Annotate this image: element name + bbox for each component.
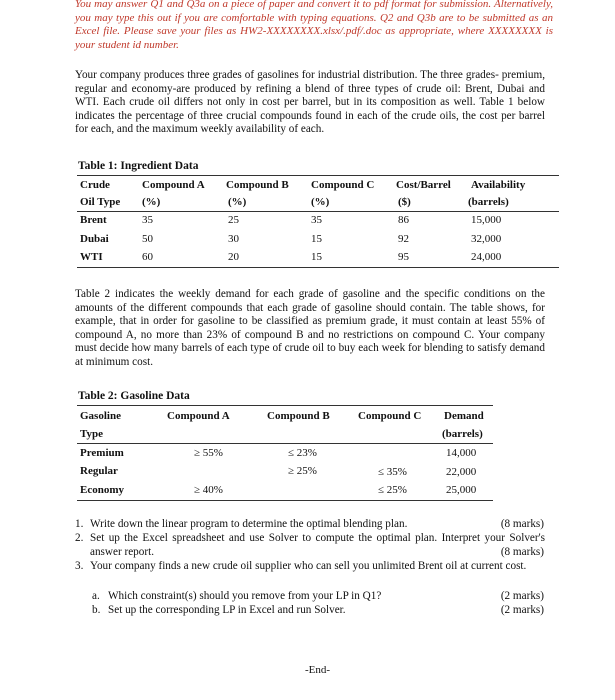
table1-caption: Table 1: Ingredient Data — [78, 160, 199, 172]
question-1-text: Write down the linear program to determine the optimal blending plan. — [90, 518, 408, 530]
submission-instructions: You may answer Q1 and Q3a on a piece of paper and convert it to pdf format for submission. Alternatively, you may type this out if you are comfortable with typing equations. Q2 and Q3b are to be submitted as an Excel file. Please save your files as HW2-XXXXXXXX.xlsx/.pdf/.doc as appropriate, where XXXXXXXX is your student id number. — [75, 0, 553, 51]
table1-header: (%) — [142, 196, 161, 208]
table1-header: (%) — [311, 196, 330, 208]
end-marker: -End- — [305, 664, 331, 676]
table1-header: Compound A — [142, 179, 205, 191]
table1-cell: 24,000 — [471, 251, 502, 263]
table2-cell: Regular — [80, 465, 118, 477]
table2-cell: ≥ 40% — [194, 484, 223, 496]
problem-description-paragraph: Your company produces three grades of gasolines for industrial distribution. The three grades- premium, regular and economy-are produced by refining a blend of three types of crude oil: Brent, Dubai and WTI. Each crude oil differs not only in cost per barrel, but in its composition as well. Table 1 below indicates the percentage of three crucial compounds found in each of the crude oils, the cost per barrel for each, and the maximum weekly availability of each. — [75, 69, 545, 136]
table1-cell: 35 — [142, 214, 153, 226]
table1-cell: 95 — [398, 251, 409, 263]
table1-cell: 92 — [398, 233, 409, 245]
table2-header: Demand — [444, 410, 484, 422]
table2-bottom-rule — [77, 500, 493, 501]
table2-header-rule — [77, 443, 493, 444]
table2-header: Type — [80, 428, 104, 440]
table1-header-rule — [77, 211, 559, 212]
table2-cell: ≥ 55% — [194, 447, 223, 459]
table1-header: Compound C — [311, 179, 375, 191]
question-1-number: 1. — [75, 518, 84, 530]
table1-cell: Brent — [80, 214, 107, 226]
question-3a-number: a. — [92, 590, 100, 602]
table1-header: Oil Type — [80, 196, 121, 208]
table1-cell: 86 — [398, 214, 409, 226]
table2-cell: Premium — [80, 447, 124, 459]
table2-header: Compound A — [167, 410, 230, 422]
table1-header: Cost/Barrel — [396, 179, 451, 191]
question-2-text: Set up the Excel spreadsheet and use Solver to compute the optimal plan. Interpret your Solver's answer report. — [90, 532, 545, 558]
question-3-text: Your company finds a new crude oil supplier who can sell you unlimited Brent oil at current cost. — [90, 560, 527, 572]
table1-cell: Dubai — [80, 233, 109, 245]
table1-top-rule — [77, 175, 559, 176]
table2-header: Compound B — [267, 410, 330, 422]
table2-caption: Table 2: Gasoline Data — [78, 390, 190, 402]
question-2-number: 2. — [75, 532, 84, 544]
table1-header: (%) — [228, 196, 247, 208]
table2-cell: 22,000 — [446, 466, 477, 478]
question-3b-text: Set up the corresponding LP in Excel and run Solver. — [108, 604, 346, 616]
table2-cell: 25,000 — [446, 484, 477, 496]
question-3a-text: Which constraint(s) should you remove from your LP in Q1? — [108, 590, 382, 602]
table2-cell: ≥ 25% — [288, 465, 317, 477]
table2-header: Compound C — [358, 410, 422, 422]
question-3b-marks: (2 marks) — [500, 604, 544, 616]
table2-header: (barrels) — [442, 428, 483, 440]
table1-header: Crude — [80, 179, 110, 191]
table1-cell: WTI — [80, 251, 103, 263]
table1-cell: 50 — [142, 233, 153, 245]
question-3a-marks: (2 marks) — [500, 590, 544, 602]
table2-cell: Economy — [80, 484, 124, 496]
table2-cell: ≤ 35% — [378, 466, 407, 478]
table2-cell: ≤ 25% — [378, 484, 407, 496]
table1-bottom-rule — [77, 267, 559, 268]
table1-header: ($) — [398, 196, 411, 208]
table1-cell: 30 — [228, 233, 239, 245]
table1-cell: 35 — [311, 214, 322, 226]
question-3b-number: b. — [92, 604, 101, 616]
question-1-marks: (8 marks) — [500, 518, 544, 530]
table1-header: Availability — [471, 179, 526, 191]
table1-cell: 15,000 — [471, 214, 502, 226]
table1-header: Compound B — [226, 179, 289, 191]
demand-description-paragraph: Table 2 indicates the weekly demand for each grade of gasoline and the specific conditions on the amounts of the different compounds that each grade of gasoline should contain. The table shows, for example, that in order for gasoline to be classified as premium grade, it must contain at least 55% of compound A, no more than 23% of compound B and no restrictions on compound C. Your company must decide how many barrels of each type of crude oil to buy each week for blending to satisfy demand at minimum cost. — [75, 288, 545, 368]
table1-cell: 15 — [311, 233, 322, 245]
table2-cell: ≤ 23% — [288, 447, 317, 459]
table1-cell: 20 — [228, 251, 239, 263]
question-3-number: 3. — [75, 560, 84, 572]
question-2-marks: (8 marks) — [500, 546, 544, 558]
table1-cell: 25 — [228, 214, 239, 226]
table1-cell: 60 — [142, 251, 153, 263]
table1-cell: 32,000 — [471, 233, 502, 245]
table1-cell: 15 — [311, 251, 322, 263]
table2-cell: 14,000 — [446, 447, 477, 459]
table1-header: (barrels) — [468, 196, 509, 208]
table2-header: Gasoline — [80, 410, 121, 422]
table2-top-rule — [77, 405, 493, 406]
